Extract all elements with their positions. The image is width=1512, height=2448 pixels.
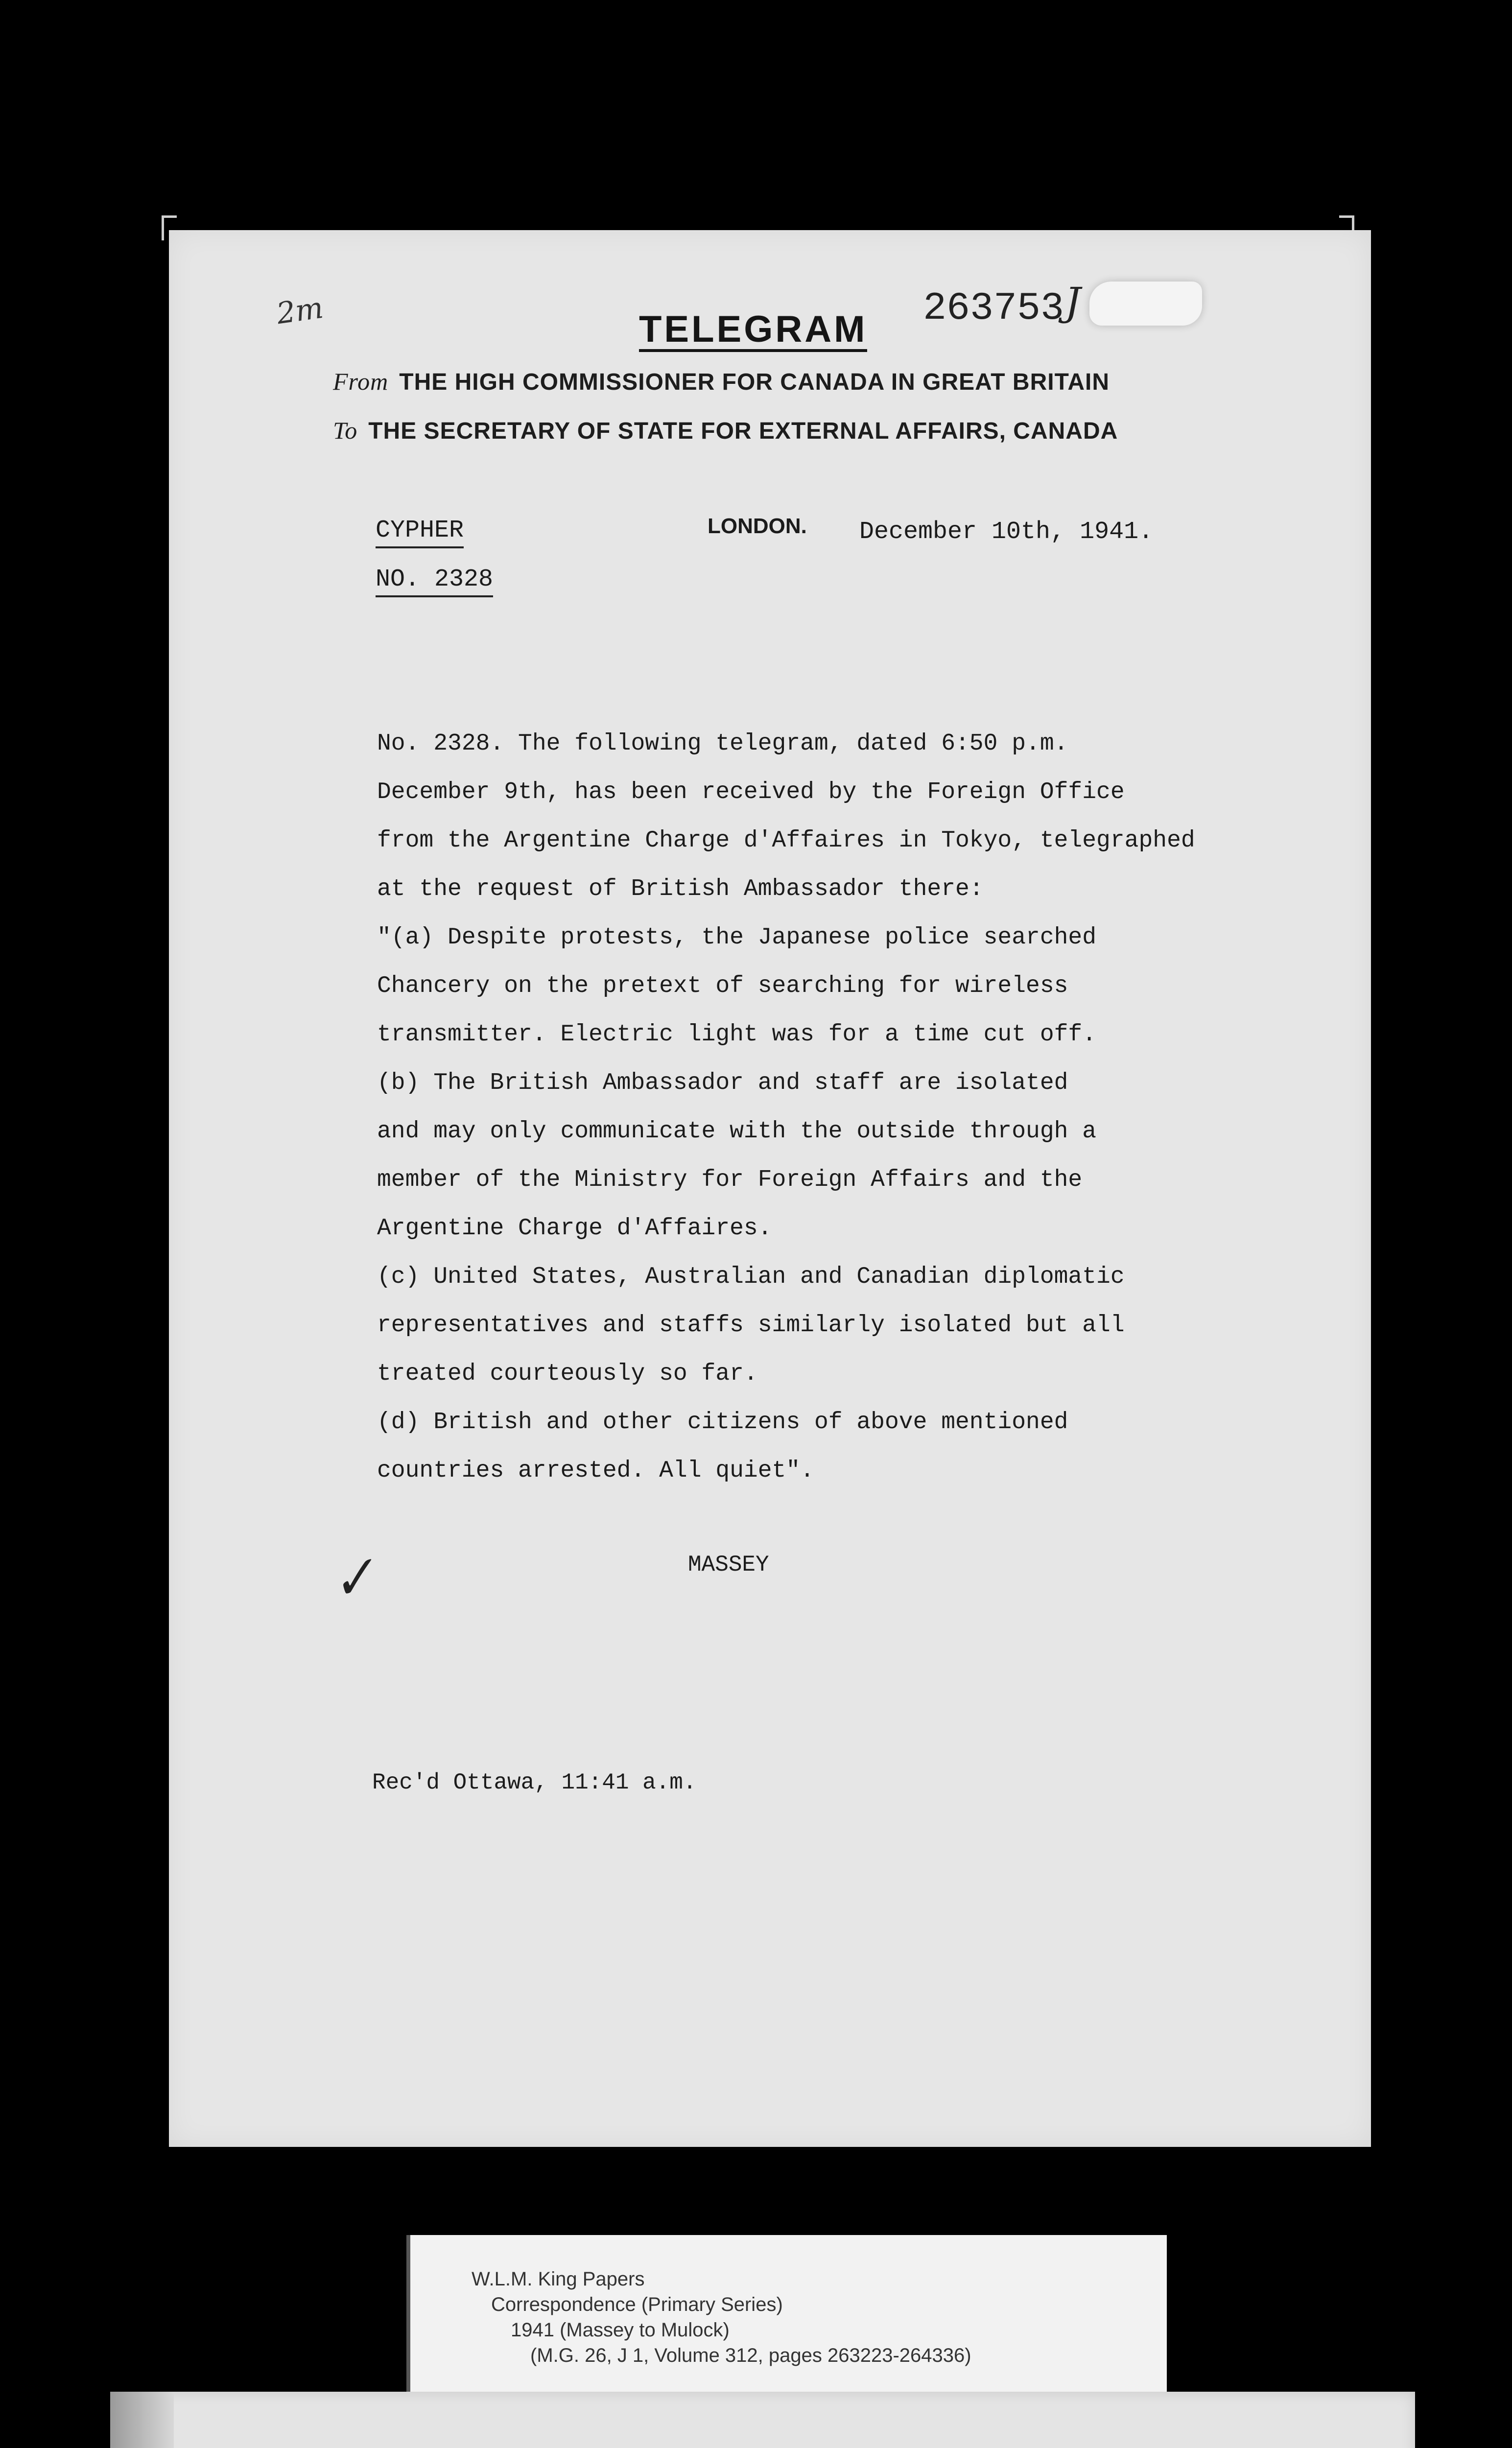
to-line	[333, 416, 1118, 445]
telegram-date: December 10th, 1941.	[859, 518, 1154, 546]
telegram-body	[377, 720, 1195, 1495]
received-note: Rec'd Ottawa, 11:41 a.m.	[372, 1770, 697, 1795]
to-label: To	[333, 417, 358, 444]
paper-scrap	[1089, 282, 1202, 326]
slip-line: (M.G. 26, J 1, Volume 312, pages 263223-264336)	[530, 2345, 971, 2366]
body-line: transmitter. Electric light was for a time cut off.	[377, 1021, 1097, 1048]
body-line: No. 2328. The following telegram, dated 6:50 p.m.	[377, 730, 1068, 757]
from-text: THE HIGH COMMISSIONER FOR CANADA IN GREAT BRITAIN	[399, 369, 1110, 395]
telegram-title: TELEGRAM	[639, 311, 867, 352]
telegram-number: NO. 2328	[376, 565, 493, 597]
slip-line: W.L.M. King Papers	[472, 2268, 645, 2290]
card-edge	[110, 2392, 174, 2448]
to-text: THE SECRETARY OF STATE FOR EXTERNAL AFFAIRS, CANADA	[368, 418, 1118, 444]
body-line: (b) The British Ambassador and staff are isolated	[377, 1070, 1068, 1096]
slip-line: Correspondence (Primary Series)	[491, 2294, 783, 2315]
body-line: (d) British and other citizens of above mentioned	[377, 1409, 1068, 1436]
body-line: and may only communicate with the outside through a	[377, 1118, 1097, 1145]
checkmark-icon: ✓	[324, 1543, 382, 1614]
body-line: "(a) Despite protests, the Japanese police searched	[377, 924, 1097, 951]
cypher-label: CYPHER	[376, 517, 464, 548]
slip-line: 1941 (Massey to Mulock)	[511, 2319, 730, 2341]
public-archives-card	[110, 2392, 1415, 2448]
document-number: 263753	[923, 286, 1064, 331]
place-label: LONDON.	[708, 514, 807, 538]
archive-label-slip	[406, 2235, 1167, 2392]
from-label: From	[333, 368, 389, 395]
body-line: December 9th, has been received by the Foreign Office	[377, 779, 1125, 805]
body-line: treated courteously so far.	[377, 1361, 758, 1387]
body-line: representatives and staffs similarly isolated but all	[377, 1312, 1125, 1339]
body-line: (c) United States, Australian and Canadian diplomatic	[377, 1264, 1125, 1290]
telegram-sheet	[169, 230, 1371, 2147]
body-line: from the Argentine Charge d'Affaires in Tokyo, telegraphed	[377, 827, 1195, 854]
body-line: countries arrested. All quiet".	[377, 1458, 814, 1484]
body-line: Chancery on the pretext of searching for wireless	[377, 973, 1068, 999]
body-line: member of the Ministry for Foreign Affairs and the	[377, 1167, 1083, 1193]
body-line: at the request of British Ambassador there:	[377, 876, 984, 902]
document-number-suffix: J	[1065, 279, 1081, 325]
from-line	[333, 367, 1110, 396]
signature: MASSEY	[688, 1552, 769, 1577]
body-line: Argentine Charge d'Affaires.	[377, 1215, 772, 1242]
handwritten-initial: 2m	[274, 290, 326, 331]
